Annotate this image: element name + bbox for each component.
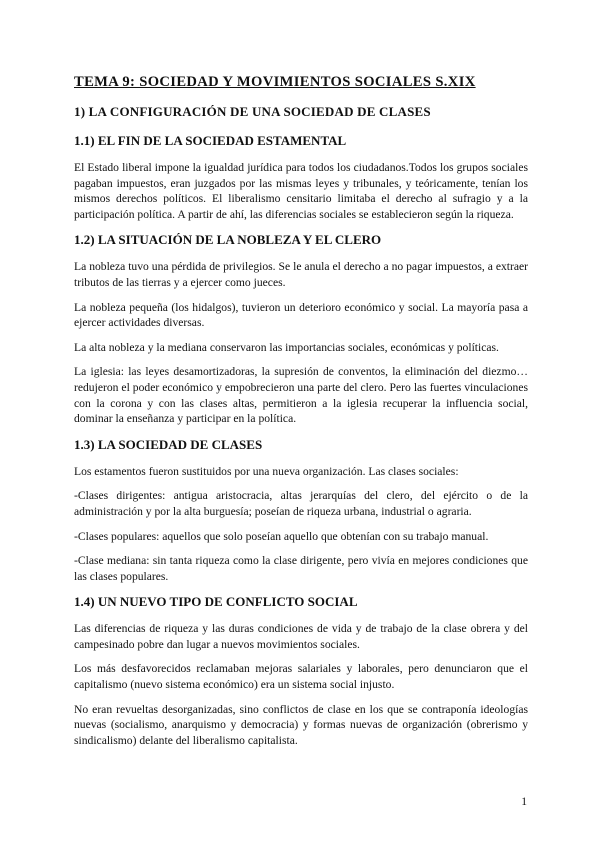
page-number: 1 [521, 795, 527, 808]
subsection-1-4-heading: 1.4) UN NUEVO TIPO DE CONFLICTO SOCIAL [74, 594, 358, 610]
paragraph: El Estado liberal impone la igualdad jurídica para todos los ciudadanos.Todos los grupos sociales pagaban impuestos, eran juzgados por las mismas leyes y tribunales, y teóricamente, tenían los mismos derechos políticos. El liberalismo censitario limitaba el derecho al sufragio y a la participación política. A partir de ahí, las diferencias sociales se establecieron según la riqueza. [74, 161, 528, 221]
document-page [74, 73, 528, 757]
paragraph: Los estamentos fueron sustituidos por una nueva organización. Las clases sociales: [74, 464, 459, 478]
paragraph: No eran revueltas desorganizadas, sino conflictos de clase en los que se contraponía ideologías nuevas (socialismo, anarquismo y democracia) y formas nuevas de organización (obrerismo y sindicalismo) delante del liberalismo capitalista. [74, 702, 528, 747]
paragraph: La nobleza tuvo una pérdida de privilegios. Se le anula el derecho a no pagar impuestos, a extraer tributos de las tierras y a ejercer como jueces. [74, 260, 528, 289]
subsection-1-1-heading: 1.1) EL FIN DE LA SOCIEDAD ESTAMENTAL [74, 133, 347, 148]
section-1-heading: 1) LA CONFIGURACIÓN DE UNA SOCIEDAD DE CLASES [74, 104, 431, 119]
document-title: TEMA 9: SOCIEDAD Y MOVIMIENTOS SOCIALES S.XIX [74, 74, 476, 90]
paragraph: -Clases populares: aquellos que solo poseían aquello que obtenían con su trabajo manual. [74, 529, 489, 543]
subsection-1-2-heading: 1.2) LA SITUACIÓN DE LA NOBLEZA Y EL CLERO [74, 232, 382, 248]
paragraph: La nobleza pequeña (los hidalgos), tuvieron un deterioro económico y social. La mayoría pasa a ejercer actividades diversas. [74, 300, 528, 330]
subsection-1-3-heading: 1.3) LA SOCIEDAD DE CLASES [74, 436, 263, 452]
paragraph: Las diferencias de riqueza y las duras condiciones de vida y de trabajo de la clase obrera y del campesinado pobre dan lugar a nuevos movimientos sociales. [74, 622, 528, 651]
paragraph: -Clase mediana: sin tanta riqueza como la clase dirigente, pero vivía en mejores condiciones que las clases populares. [74, 554, 528, 583]
paragraph: Los más desfavorecidos reclamaban mejoras salariales y laborales, pero denunciaron que el capitalismo (nuevo sistema económico) era un sistema social injusto. [74, 662, 528, 692]
paragraph: -Clases dirigentes: antigua aristocracia, altas jerarquías del clero, del ejército o de la administración y por la alta burguesía; poseían de riqueza urbana, industrial o agraria. [74, 489, 528, 518]
paragraph: La alta nobleza y la mediana conservaron las importancias sociales, económicas y políticas. [74, 340, 499, 354]
paragraph: La iglesia: las leyes desamortizadoras, la supresión de conventos, la eliminación del diezmo… redujeron el poder económico y empobrecieron una parte del clero. Pero las fuertes vinculaciones con la corona y con las clases altas, permitieron a la iglesia recuperar la influencia social, dominar la enseñanza y participar en la política. [74, 365, 528, 426]
